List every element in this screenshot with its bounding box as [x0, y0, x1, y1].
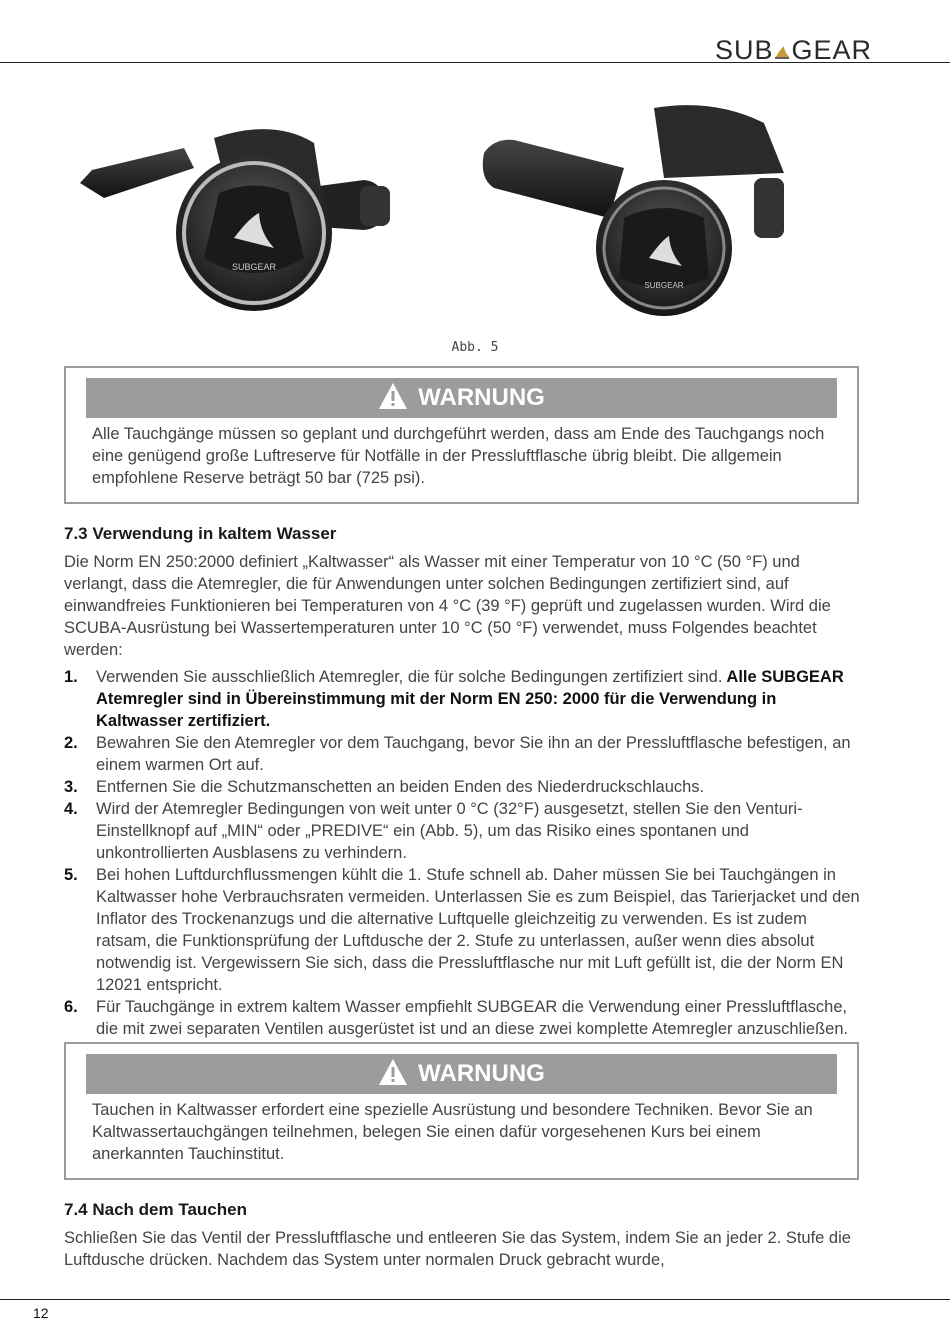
- warning-triangle-icon: [378, 1058, 408, 1091]
- diver-fin-icon: [773, 45, 791, 59]
- warning-triangle-icon: [378, 382, 408, 415]
- list-item: 2. Bewahren Sie den Atemregler vor dem Tauchgang, bevor Sie ihn an der Pressluftflasche befestigen, an einem warmen Ort auf.: [64, 734, 851, 774]
- warning-box-2: [64, 1042, 859, 1180]
- section-intro-7-3: Die Norm EN 250:2000 definiert „Kaltwasser“ als Wasser mit einer Temperatur von 10 °C (50 °F) und verlangt, dass die Atemregler, die für Anwendungen unter solchen Bedingungen zertifiziert sind, auf einwandfreies Funktionieren bei Temperaturen von 4 °C (39 °F) geprüft und zugelassen wurden. Wird die SCUBA-Ausrüstung bei Wassertemperaturen unter 10 °C (50 °F) verwendet, muss Folgendes beachtet werden:: [64, 553, 831, 659]
- footer-rule: [0, 1299, 950, 1300]
- list-item: 1. Verwenden Sie ausschließlich Atemregler, die für solche Bedingungen zertifiziert sind. Alle SUBGEAR Atemregler sind in Übereinstimmung mit der Norm EN 250: 2000 für die Verwendung in Kaltwasser zertifiziert.: [64, 668, 844, 730]
- precaution-list: [64, 666, 864, 1040]
- warning-header-1: [86, 378, 837, 418]
- warning-title-2: WARNUNG: [418, 1060, 545, 1087]
- list-item: 3. Entfernen Sie die Schutzmanschetten an beiden Enden des Niederdruckschlauchs.: [64, 778, 705, 796]
- svg-text:SUBGEAR: SUBGEAR: [644, 281, 684, 290]
- section-text-7-4: Schließen Sie das Ventil der Pressluftflasche und entleeren Sie das System, indem Sie an jeder 2. Stufe die Luftdusche drücken. Nachdem das System unter normalen Druck gebracht wurde,: [64, 1229, 851, 1269]
- svg-text:SUBGEAR: SUBGEAR: [231, 262, 277, 272]
- list-item: 4. Wird der Atemregler Bedingungen von weit unter 0 °C (32°F) ausgesetzt, stellen Sie den Venturi-Einstellknopf auf „MIN“ oder „PREDIVE“ ein (Abb. 5), um das Risiko eines spontanen und unkontrollierten Ausblasens zu verhindern.: [64, 800, 803, 862]
- warning-header-2: [86, 1054, 837, 1094]
- section-heading-7-4: 7.4 Nach dem Tauchen: [64, 1200, 247, 1219]
- list-item: 6. Für Tauchgänge in extrem kaltem Wasser empfiehlt SUBGEAR die Verwendung einer Pressluftflasche, die mit zwei separaten Ventilen ausgerüstet ist und an diese zwei komplette Atemregler anzuschließen.: [64, 998, 849, 1038]
- section-heading-7-3: 7.3 Verwendung in kaltem Wasser: [64, 524, 337, 543]
- brand-logo-left: SUB: [714, 35, 774, 65]
- warning-box-1: [64, 366, 859, 504]
- warning-title-1: WARNUNG: [418, 384, 545, 411]
- brand-logo: [715, 35, 872, 66]
- page-number: 12: [33, 1305, 49, 1321]
- regulator-left: [80, 129, 390, 311]
- figure-caption: Abb. 5: [451, 340, 499, 355]
- regulator-figure: [64, 98, 886, 318]
- regulator-right: [483, 105, 784, 316]
- warning-text-2: Tauchen in Kaltwasser erfordert eine spezielle Ausrüstung und besondere Techniken. Bevor Sie an Kaltwassertauchgängen teilnehmen, belegen Sie einen dafür vorgesehenen Kurs bei einem anerkannten Tauchinstitut.: [92, 1101, 813, 1163]
- warning-text-1: Alle Tauchgänge müssen so geplant und durchgeführt werden, dass am Ende des Tauchgangs noch eine genügend große Luftreserve für Notfälle in der Pressluftflasche übrig bleibt. Die allgemein empfohlene Reserve beträgt 50 bar (725 psi).: [92, 425, 825, 487]
- list-item: 5. Bei hohen Luftdurchflussmengen kühlt die 1. Stufe schnell ab. Daher müssen Sie bei Tauchgängen in Kaltwasser hohe Verbrauchsraten vermeiden. Unterlassen Sie es zum Beispiel, das Tarierjacket und den Inflator des Trockenanzugs und die alternative Luftquelle gleichzeitig zu verwenden. Es ist zudem ratsam, die Funktionsprüfung der Luftdusche der 2. Stufe zu unterlassen, außer wenn dies absolut notwendig ist. Vergewissern Sie sich, dass die Pressluftflasche nur mit Luft gefüllt ist, die der Norm EN 12021 entspricht.: [64, 866, 860, 994]
- brand-logo-right: GEAR: [791, 35, 872, 65]
